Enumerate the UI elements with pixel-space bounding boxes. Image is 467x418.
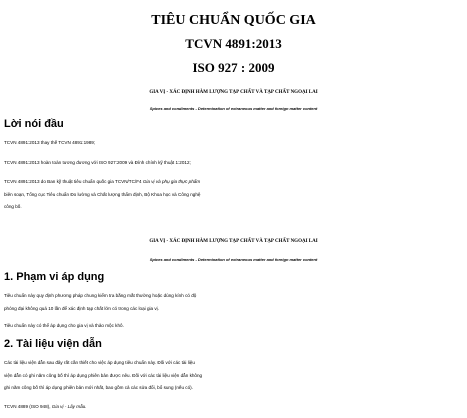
references-para-1-line-1: Các tài liệu viện dẫn sau đây rất cần thiết cho việc áp dụng tiêu chuẩn này. Đối với các tài liệu <box>4 360 195 365</box>
cover-vn-title: GIA VỊ - XÁC ĐỊNH HÀM LƯỢNG TẠP CHẤT VÀ TẠP CHẤT NGOẠI LAI <box>149 90 318 95</box>
cover-en-title: Spices and condiments - Determination of extraneous matter and foreign matter content <box>149 106 318 111</box>
references-para-1 <box>4 357 464 395</box>
foreword-para-2: TCVN 4891:2013 hoàn toàn tương đương với ISO 927:2009 và Đính chính kỹ thuật 1:2012; <box>4 160 191 165</box>
foreword-para-3-line-2: biên soạn, Tổng cục Tiêu chuẩn Đo lường và Chất lượng thẩm định, Bộ Khoa học và Công nghệ <box>4 191 201 197</box>
reference-item-1-title: Gia vị - Lấy mẫu. <box>51 404 87 409</box>
reference-item-1 <box>4 401 464 414</box>
foreword-para-3-prefix: TCVN 4891:2013 do Ban kỹ thuật tiêu chuẩn quốc gia TCVN/TC/F4 <box>4 179 143 184</box>
foreword-para-3-line-3: công bố. <box>4 204 22 210</box>
standard-title: TIÊU CHUẨN QUỐC GIA <box>151 13 316 28</box>
scope-para-1 <box>4 290 464 315</box>
references-para-1-line-3: ghi năm công bố thì áp dụng phiên bản mới nhất, bao gồm cả các sửa đổi, bổ sung (nếu có). <box>4 385 193 391</box>
scope-para-1-line-1: Tiêu chuẩn này quy định phương pháp chung kiểm tra bằng mắt thường hoặc dùng kính có độ <box>4 293 197 298</box>
references-para-1-line-2: viện dẫn có ghi năm công bố thì áp dụng phiên bản được nêu. Đối với các tài liệu viện dẫn không <box>4 372 203 378</box>
standard-code: TCVN 4891:2013 <box>185 36 282 51</box>
iso-code: ISO 927 : 2009 <box>192 60 275 75</box>
foreword-committee-name: Gia vị và phụ gia thực phẩm <box>142 179 201 184</box>
foreword-heading: Lời nói đầu <box>4 118 64 130</box>
scope-heading: 1. Phạm vi áp dụng <box>4 271 105 283</box>
references-heading: 2. Tài liệu viện dẫn <box>4 338 102 350</box>
body-vn-title: GIA VỊ - XÁC ĐỊNH HÀM LƯỢNG TẠP CHẤT VÀ TẠP CHẤT NGOẠI LAI <box>149 239 318 244</box>
body-en-title: Spices and condiments - Determination of extraneous matter and foreign matter content <box>149 257 318 262</box>
foreword-para-1: TCVN 4891:2013 thay thế TCVN 4891:1989; <box>4 140 96 145</box>
scope-para-1-line-2: phóng đại không quá 10 lần để xác định tạp chất lớn có trong các loại gia vị. <box>4 305 159 311</box>
reference-item-1-code: TCVN 4889 (ISO 948), <box>4 404 52 409</box>
foreword-para-3-line-1 <box>4 176 464 189</box>
foreword-para-3 <box>4 176 464 214</box>
scope-para-2: Tiêu chuẩn này có thể áp dụng cho gia vị và thảo mộc khô. <box>4 323 124 328</box>
